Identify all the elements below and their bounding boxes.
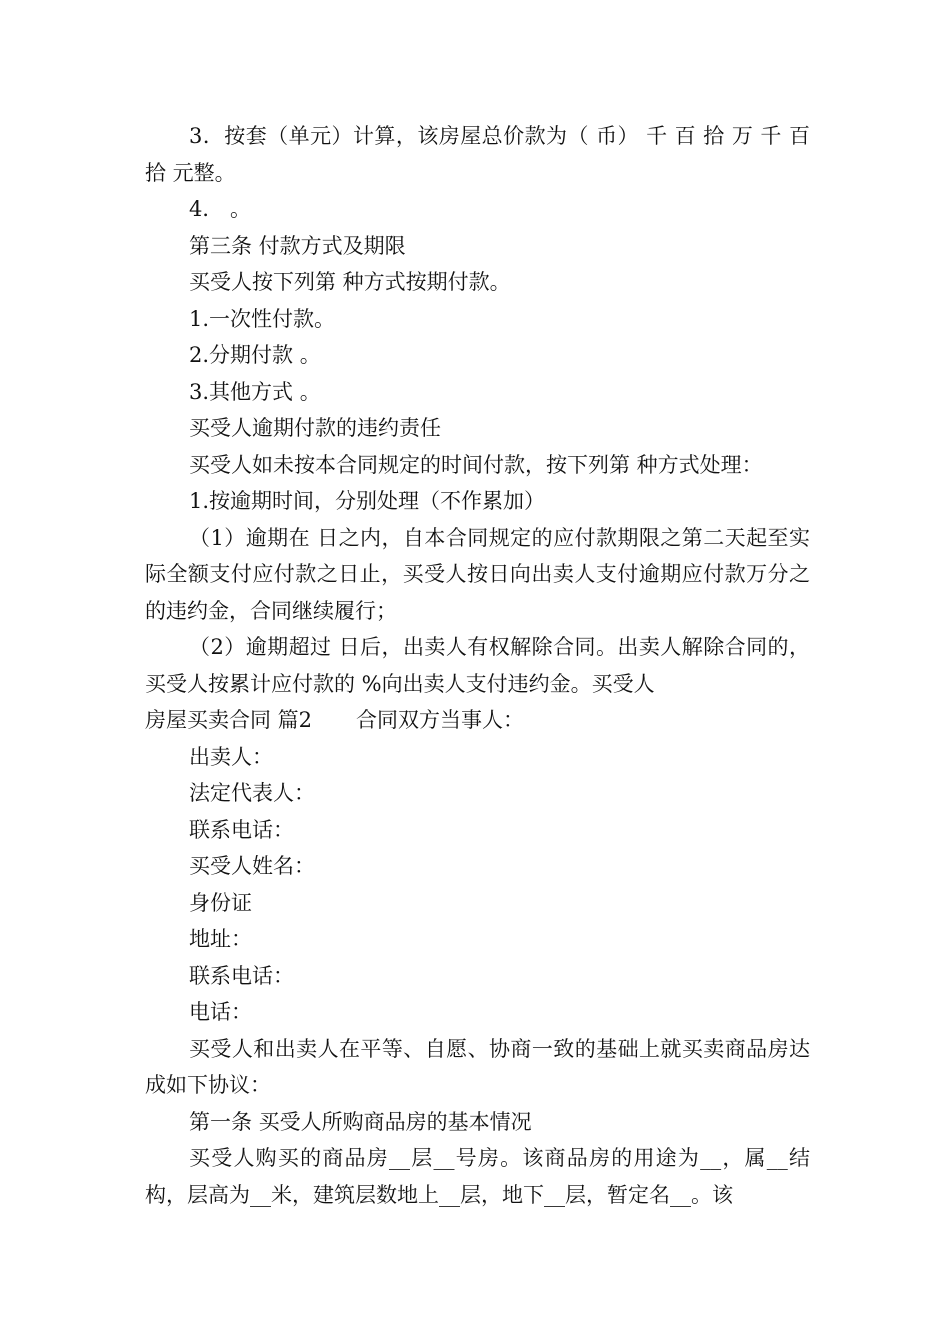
article-1-body: 买受人购买的商品房__层__号房。该商品房的用途为__，属__结构，层高为__米，建筑层数地上__层，地下__层，暂定名__。该 bbox=[145, 1146, 810, 1207]
section-2-header-line bbox=[145, 702, 810, 739]
document-body bbox=[145, 118, 810, 1213]
paragraph-total-price: 3．按套（单元）计算，该房屋总价款为（ 币） 千 百 拾 万 千 百 拾 元整。 bbox=[145, 124, 810, 185]
party-buyer-id: 身份证 bbox=[189, 890, 252, 915]
paragraph-overdue-handling: 买受人如未按本合同规定的时间付款，按下列第 种方式处理： bbox=[189, 452, 763, 477]
agreement-preamble: 买受人和出卖人在平等、自愿、协商一致的基础上就买卖商品房达成如下协议： bbox=[145, 1036, 810, 1097]
payment-option-1: 1.一次性付款。 bbox=[189, 306, 336, 331]
party-seller-phone: 联系电话： bbox=[189, 817, 294, 842]
party-phone: 电话： bbox=[189, 1000, 252, 1024]
overdue-clause-1: （1）逾期在 日之内，自本合同规定的应付款期限之第二天起至实际全额支付应付款之日止，买受人按日向出卖人支付逾期应付款万分之 的违约金，合同继续履行； bbox=[145, 525, 810, 623]
paragraph-payment-method: 买受人按下列第 种方式按期付款。 bbox=[189, 270, 511, 294]
payment-option-3: 3.其他方式 。 bbox=[189, 379, 321, 404]
section-2-title: 房屋买卖合同 篇2 bbox=[145, 708, 313, 732]
party-legal-rep: 法定代表人： bbox=[189, 781, 315, 805]
paragraph-item-4: 4． 。 bbox=[189, 197, 252, 221]
section-2-intro: 合同双方当事人： bbox=[356, 708, 525, 732]
payment-option-2: 2.分期付款 。 bbox=[189, 343, 321, 367]
overdue-liability-heading: 买受人逾期付款的违约责任 bbox=[189, 416, 441, 440]
article-1-heading: 第一条 买受人所购商品房的基本情况 bbox=[189, 1109, 532, 1134]
overdue-rule-1: 1.按逾期时间，分别处理（不作累加） bbox=[189, 489, 546, 513]
party-buyer-address: 地址： bbox=[189, 927, 252, 951]
party-buyer-phone: 联系电话： bbox=[189, 963, 294, 988]
article-3-heading: 第三条 付款方式及期限 bbox=[189, 233, 406, 258]
party-buyer-name: 买受人姓名： bbox=[189, 854, 315, 878]
overdue-clause-2: （2）逾期超过 日后，出卖人有权解除合同。出卖人解除合同的，买受人按累计应付款的 %向出卖人支付违约金。买受人 bbox=[145, 635, 810, 696]
party-seller: 出卖人： bbox=[189, 744, 273, 769]
